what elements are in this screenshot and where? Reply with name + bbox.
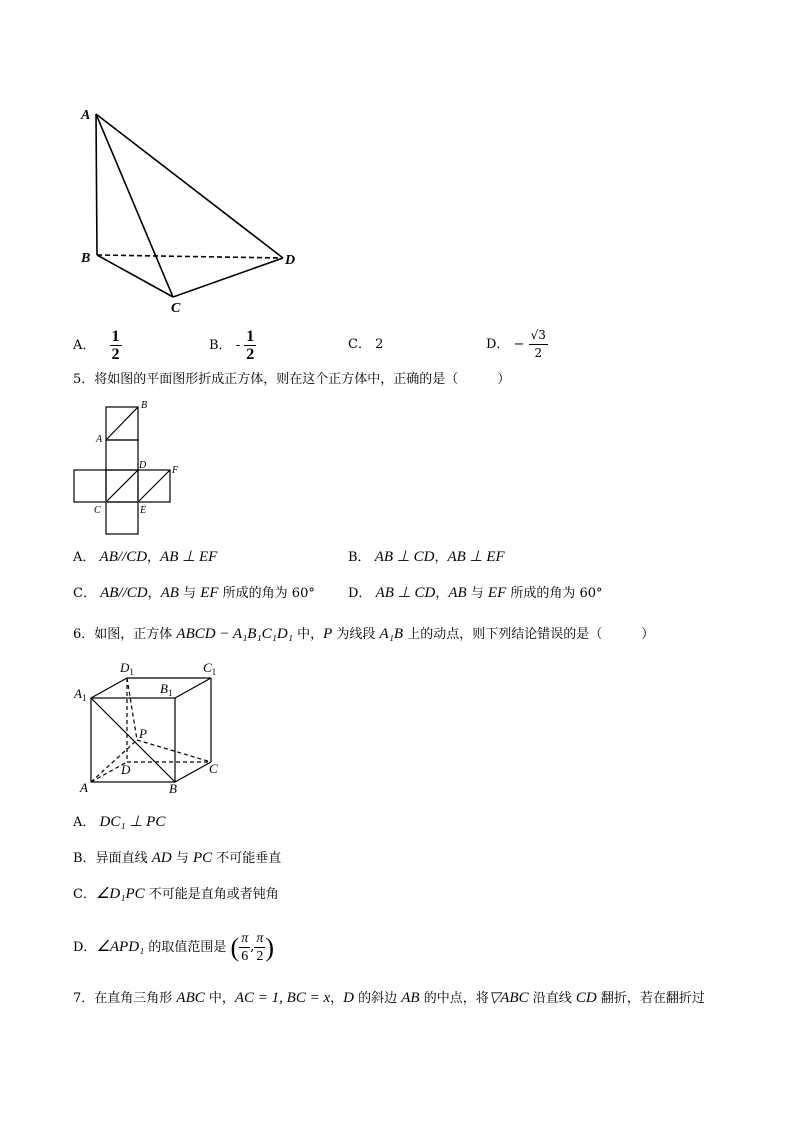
math: AB ⊥ EF [447, 549, 505, 565]
math: ▽ABC [488, 990, 529, 1006]
net-label-a: A [96, 434, 103, 445]
numerator: 1 [111, 328, 120, 345]
text: 所成的角为 [506, 586, 580, 601]
q6-option-d[interactable]: D．∠APD₁ 的取值范围是 ( $\frac{\pi}{6}$ , $\frac{\pi}{2}$ ) [73, 931, 275, 964]
math: AB [401, 990, 420, 1006]
text: 与 [178, 586, 201, 601]
edge-ab [96, 114, 97, 255]
numerator: π [241, 931, 249, 946]
numerator: π [256, 931, 264, 946]
q6-option-b[interactable] [73, 850, 281, 867]
math: ABCD − A₁B₁C₁D₁ [176, 626, 293, 642]
math: ∠D₁PC [95, 886, 145, 902]
text: 与 [466, 586, 488, 601]
text: 的取值范围是 [144, 940, 231, 955]
option-value: 2 [375, 337, 384, 352]
math: AD [151, 850, 172, 866]
numerator: √3 [529, 327, 548, 345]
math: PC [192, 850, 213, 866]
q5-option-c[interactable] [73, 585, 315, 602]
math: ∠APD₁ [96, 939, 145, 955]
edge-cd [173, 258, 283, 297]
sep: ， [435, 586, 449, 601]
option-prefix: C． [348, 337, 371, 352]
option-prefix: A． [73, 815, 96, 830]
net-label-f: F [172, 465, 179, 476]
label-c: C [171, 301, 181, 316]
q4-option-c[interactable] [348, 337, 383, 353]
option-prefix: C． [73, 887, 96, 902]
net-label-e: E [140, 505, 147, 516]
denominator: 2 [246, 346, 255, 363]
q5-option-d[interactable] [348, 585, 603, 602]
cube-label-b1: $B_1$ [160, 681, 173, 698]
cube-label-p: P [139, 726, 147, 741]
math: P [323, 626, 333, 642]
q6-option-c[interactable] [73, 886, 279, 903]
math: AC = 1, BC = x [234, 990, 331, 1006]
numerator: 1 [246, 328, 255, 345]
math: AB [448, 585, 467, 601]
denominator: 2 [534, 346, 543, 360]
cube-label-a1: $A_1$ [74, 686, 87, 703]
sep: ， [147, 586, 161, 601]
label-b: B [81, 251, 91, 266]
sign: − [513, 337, 525, 352]
angle: 60° [291, 586, 315, 601]
label-d: D [285, 253, 296, 268]
text: 上的动点，则下列结论错误的是（ ） [403, 627, 655, 642]
text: 中， [204, 991, 235, 1006]
q4-option-a[interactable] [73, 328, 122, 363]
math: AB//CD [99, 549, 148, 565]
label-a: A [81, 108, 91, 123]
option-prefix: D． [348, 586, 372, 601]
math: A₁B [379, 626, 404, 642]
cube-label-d1: $D_1$ [120, 660, 134, 677]
interval-close: ) [265, 932, 275, 962]
math: EF [487, 585, 507, 601]
option-prefix: B． [73, 851, 96, 866]
fraction [110, 328, 122, 363]
fraction [239, 930, 250, 965]
q4-option-d[interactable] [486, 327, 548, 362]
cube-label-d: D [121, 762, 131, 777]
math: CD [575, 990, 597, 1006]
q4-option-b[interactable] [209, 328, 256, 363]
net-label-c: C [94, 505, 101, 516]
option-prefix: A． [73, 338, 96, 353]
option-prefix: B． [348, 550, 371, 565]
fraction [244, 328, 256, 363]
net-label-d: D [139, 460, 147, 471]
math: AB//CD [100, 585, 148, 601]
option-prefix: B． [209, 338, 232, 353]
cube-label-b: B [169, 781, 177, 796]
option-prefix: C． [73, 586, 96, 601]
sign: - [235, 338, 241, 353]
net-label-b: B [141, 400, 148, 411]
math: AB ⊥ CD [374, 549, 435, 565]
text: 沿直线 [528, 991, 576, 1006]
text: ， [330, 991, 344, 1006]
text: 不可能是直角或者钝角 [144, 887, 279, 902]
angle: 60° [579, 586, 603, 601]
text: 的斜边 [354, 991, 402, 1006]
fraction [254, 930, 265, 965]
q7-stem [73, 990, 705, 1007]
text: 中， [292, 627, 324, 642]
text: 6．如图，正方体 [73, 627, 177, 642]
option-prefix: D． [73, 940, 97, 955]
text: 异面直线 [95, 851, 152, 866]
text: 的中点，将 [419, 991, 489, 1006]
math: AB ⊥ EF [160, 549, 218, 565]
text: 不可能垂直 [212, 851, 282, 866]
sep: ， [147, 550, 161, 565]
denominator: 2 [111, 346, 120, 363]
math: EF [200, 585, 219, 601]
math: DC₁ ⊥ PC [99, 814, 166, 830]
math: AB ⊥ CD [375, 585, 436, 601]
denominator: 2 [256, 949, 264, 964]
fraction [529, 327, 548, 362]
denominator: 6 [241, 949, 249, 964]
pyramid-figure [0, 0, 794, 330]
q6-option-a[interactable] [73, 814, 165, 831]
q5-option-b[interactable] [348, 549, 505, 566]
q6-stem [73, 626, 654, 643]
cube-figure [0, 650, 794, 800]
cube-label-c: C [209, 761, 218, 776]
option-prefix: A． [73, 550, 96, 565]
option-prefix: D． [486, 337, 510, 352]
text: 所成的角为 [218, 586, 292, 601]
sep: ， [434, 550, 448, 565]
edge-bd-hidden [97, 255, 283, 258]
math: ABC [176, 990, 205, 1006]
text: 7．在直角三角形 [73, 991, 177, 1006]
edge-bc [97, 255, 173, 297]
edge-ad [96, 114, 283, 258]
cube-label-c1: $C_1$ [203, 660, 217, 677]
interval: ( [230, 932, 240, 962]
math: D [343, 990, 354, 1006]
edge-ac [96, 114, 173, 297]
text: 翻折，若在翻折过 [596, 991, 705, 1006]
math: AB [160, 585, 179, 601]
cube-net-figure [0, 395, 794, 540]
text: 为线段 [332, 627, 380, 642]
q5-option-a[interactable] [73, 549, 217, 566]
q5-stem: 5．将如图的平面图形折成正方体，则在这个正方体中，正确的是（ ） [73, 372, 511, 387]
cube-label-a: A [80, 780, 88, 795]
text: 与 [171, 851, 193, 866]
